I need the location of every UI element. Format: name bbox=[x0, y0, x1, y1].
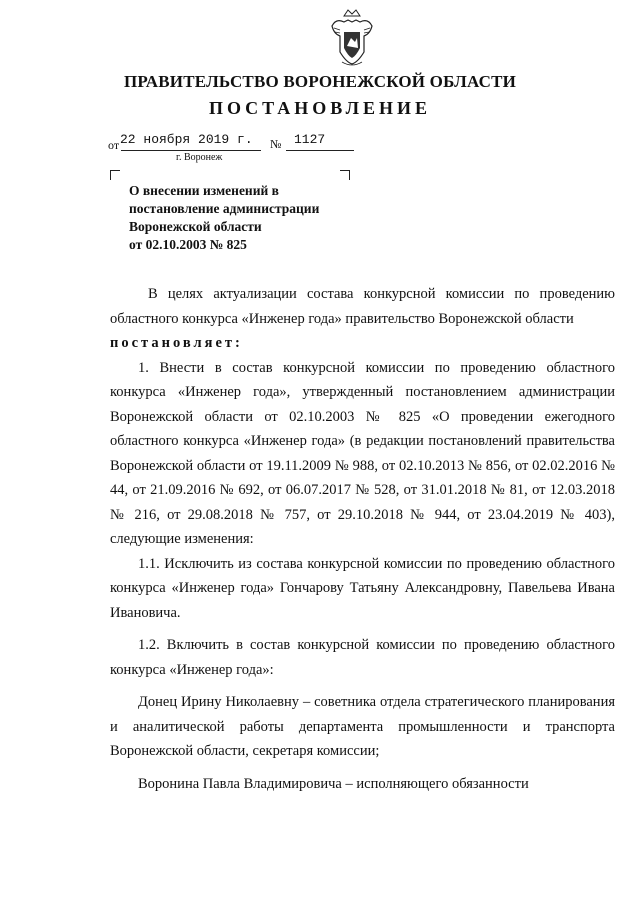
item-1-paragraph: 1. Внести в состав конкурсной комиссии по проведению областного конкурса «Инженер года», утвержденный постановлением администрации Воронежской области от 02.10.2003 № 825 «О проведении ежегодного областного конкурса «Инженер года» (в редакции постановлений правительства Воронежской области от 19.11.2009 № 988, от 02.10.2013 № 856, от 02.02.2016 № 44, от 21.09.2016 № 692, от 06.07.2017 № 528, от 31.01.2018 № 81, от 12.03.2018 № 216, от 29.08.2018 № 757, от 29.10.2018 № 944, от 23.04.2019 № 403), следующие изменения: bbox=[110, 359, 615, 547]
subject-line: Воронежской области bbox=[129, 219, 262, 234]
subject-line: О внесении изменений в bbox=[129, 183, 279, 198]
decree-word: постановляет: bbox=[110, 335, 243, 351]
subject-corner-left bbox=[110, 170, 120, 180]
item-1-1-paragraph: 1.1. Исключить из состава конкурсной комиссии по проведению областного конкурса «Инженер года» Гончарову Татьяну Александровну, Павельева Ивана Ивановича. bbox=[110, 555, 615, 621]
organization-title: ПРАВИТЕЛЬСТВО ВОРОНЕЖСКОЙ ОБЛАСТИ bbox=[123, 72, 517, 91]
subject-line: от 02.10.2003 № 825 bbox=[129, 237, 247, 252]
intro-paragraph: В целях актуализации состава конкурсной комиссии по проведению областного конкурса «Инженер года» правительство Воронежской области bbox=[110, 286, 615, 327]
person-1-paragraph: Донец Ирину Николаевну – советника отдела стратегического планирования и аналитической работы департамента промышленности и транспорта Воронежской области, секретаря комиссии; bbox=[110, 694, 615, 759]
number-prefix: № bbox=[270, 137, 282, 151]
coat-of-arms-icon bbox=[328, 8, 376, 68]
document-city: г. Воронеж bbox=[176, 152, 223, 163]
subject-line: постановление администрации bbox=[129, 201, 320, 216]
document-number: 1127 bbox=[294, 132, 326, 147]
number-underline bbox=[286, 150, 354, 151]
document-date: 22 ноября 2019 г. bbox=[120, 132, 253, 147]
document-subject bbox=[129, 182, 359, 254]
document-body bbox=[110, 282, 615, 796]
date-underline bbox=[121, 150, 261, 151]
date-prefix: от bbox=[108, 138, 120, 152]
item-1-2-paragraph: 1.2. Включить в состав конкурсной комиссии по проведению областного конкурса «Инженер года»: bbox=[110, 637, 615, 678]
document-type-title: ПОСТАНОВЛЕНИЕ bbox=[208, 98, 432, 118]
person-2-paragraph: Воронина Павла Владимировича – исполняющего обязанности bbox=[138, 775, 529, 792]
subject-corner-right bbox=[340, 170, 350, 180]
